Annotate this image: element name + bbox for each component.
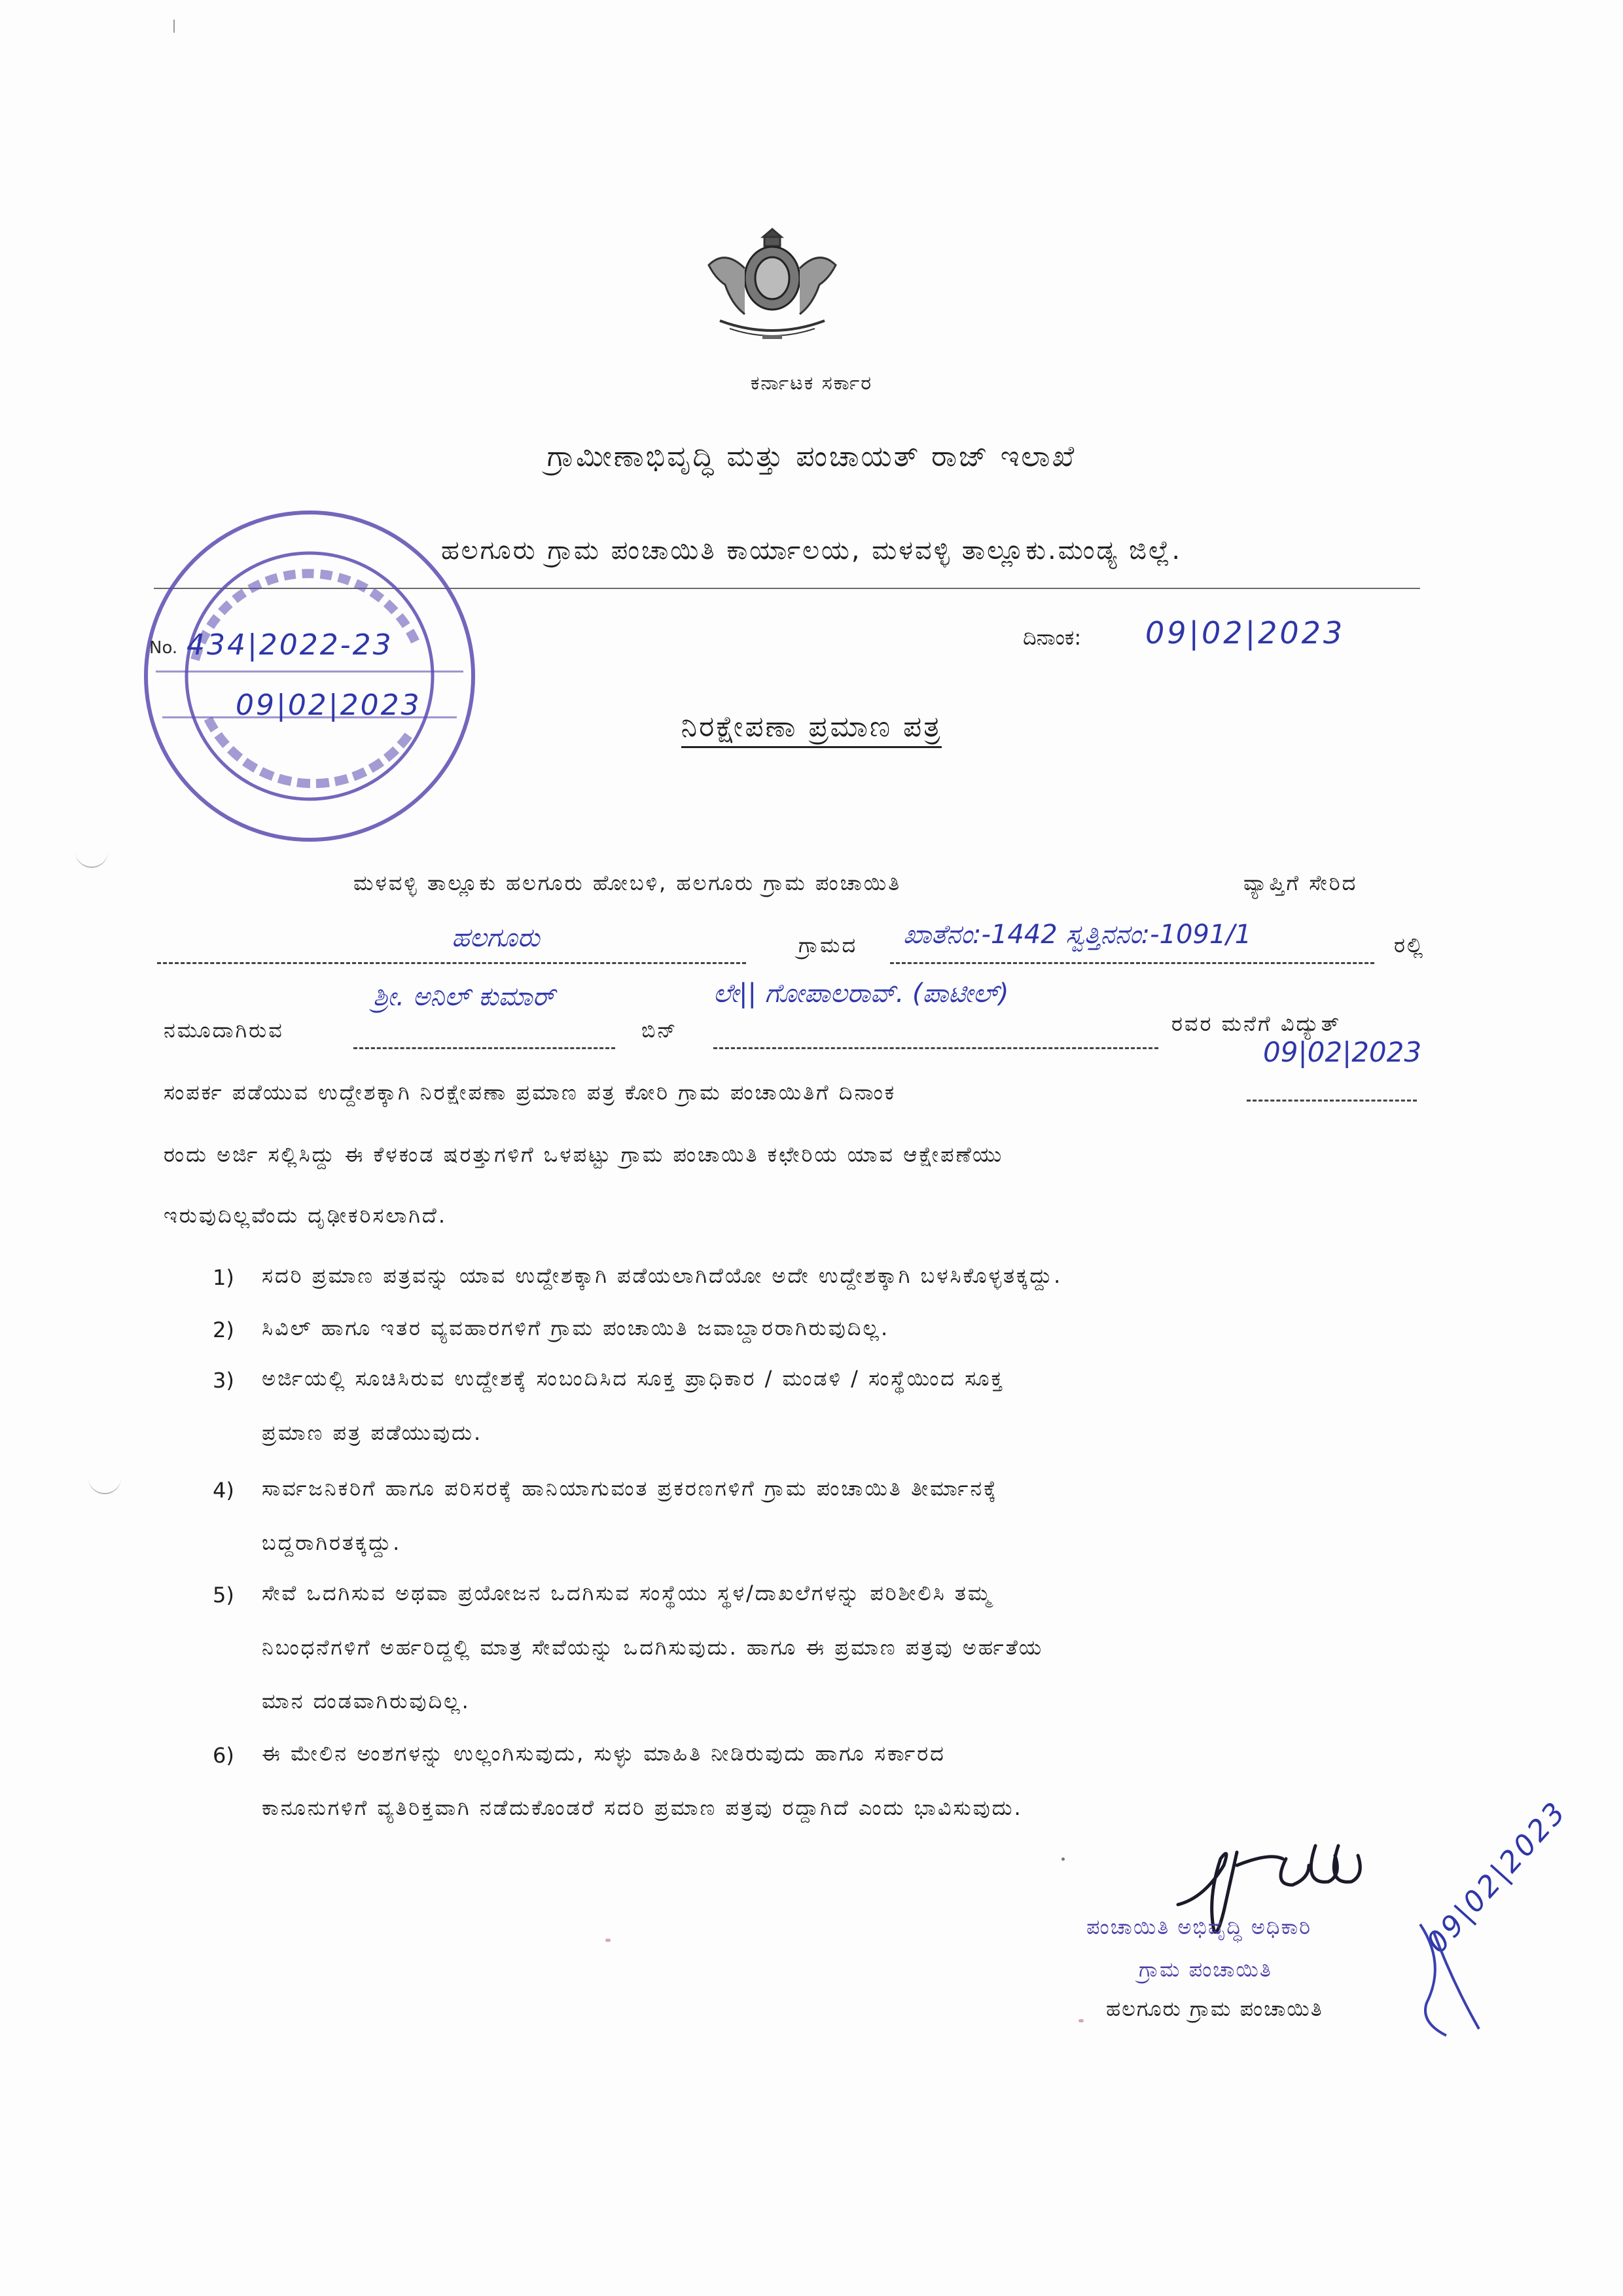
condition-number: 4) [213,1478,234,1503]
signature-designation: ಪಂಚಾಯಿತಿ ಅಭಿವೃದ್ಧಿ ಅಧಿಕಾರಿ [1086,1914,1312,1939]
village-suffix: ಗ್ರಾಮದ [798,933,858,958]
condition-number: 1) [213,1265,234,1290]
reference-number: 434|2022-23 [187,628,393,662]
condition-number: 3) [213,1368,234,1393]
condition-number: 2) [213,1318,234,1342]
condition-text: ಸಿವಿಲ್ ಹಾಗೂ ಇತರ ವ್ಯವಹಾರಗಳಿಗೆ ಗ್ರಾಮ ಪಂಚಾಯಿತಿ ಜವಾಬ್ದಾರರಾಗಿರುವುದಿಲ್ಲ. [262,1316,890,1340]
condition-text: ಸಾರ್ವಜನಿಕರಿಗೆ ಹಾಗೂ ಪರಿಸರಕ್ಕೆ ಹಾನಿಯಾಗುವಂತ ಪ್ರಕರಣಗಳಿಗೆ ಗ್ರಾಮ ಪಂಚಾಯಿತಿ ತೀರ್ಮಾನಕ್ಕೆ [262,1476,998,1501]
body-line-3-end: ರವರ ಮನೆಗೆ ವಿದ್ಯುತ್ [1171,1011,1342,1036]
blank-property [890,962,1374,964]
ink-speck [1079,2019,1084,2022]
property-suffix: ರಲ್ಲಿ [1394,933,1425,958]
office-address: ಹಲಗೂರು ಗ್ರಾಮ ಪಂಚಾಯಿತಿ ಕಾರ್ಯಾಲಯ, ಮಳವಳ್ಳಿ ತಾಲ್ಲೂಕು.ಮಂಡ್ಯ ಜಿಲ್ಲೆ. [440,535,1183,565]
body-line-6: ಇರುವುದಿಲ್ಲವೆಂದು ದೃಢೀಕರಿಸಲಾಗಿದೆ. [164,1203,448,1228]
condition-text: ಸದರಿ ಪ್ರಮಾಣ ಪತ್ರವನ್ನು ಯಾವ ಉದ್ದೇಶಕ್ಕಾಗಿ ಪಡೆಯಲಾಗಿದೆಯೋ ಅದೇ ಉದ್ದೇಶಕ್ಕಾಗಿ ಬಳಸಿಕೊಳ್ಳತಕ್ಕದ್ದು. [262,1263,1063,1288]
blank-village [157,962,746,964]
punch-hole-mark [88,1476,121,1494]
condition-text: ಸೇವೆ ಒದಗಿಸುವ ಅಥವಾ ಪ್ರಯೋಜನ ಒದಗಿಸುವ ಸಂಸ್ಥೆಯು ಸ್ಥಳ/ದಾಖಲೆಗಳನ್ನು ಪರಿಶೀಲಿಸಿ ತಮ್ಮ [262,1581,993,1605]
ink-speck [1061,1857,1065,1861]
government-name: ಕರ್ನಾಟಕ ಸರ್ಕಾರ [750,372,873,395]
signature-office: ಹಲಗೂರು ಗ್ರಾಮ ಪಂಚಾಯಿತಿ [1106,1996,1323,2021]
punch-hole-mark [75,850,108,868]
father-label: ಬಿನ್ [641,1018,678,1043]
condition-text: ಅರ್ಜಿಯಲ್ಲಿ ಸೂಚಿಸಿರುವ ಉದ್ದೇಶಕ್ಕೆ ಸಂಬಂದಿಸಿದ ಸೂಕ್ತ ಪ್ರಾಧಿಕಾರ / ಮಂಡಳಿ / ಸಂಸ್ಥೆಯಿಂದ ಸೂಕ್ತ [262,1366,1005,1391]
body-line-1-end: ವ್ಯಾಪ್ತಿಗೆ ಸೇರಿದ [1243,870,1358,895]
date-label: ದಿನಾಂಕ: [1023,625,1082,650]
stamp-date: 09|02|2023 [236,689,421,722]
condition-text: ಮಾನ ದಂಡವಾಗಿರುವುದಿಲ್ಲ. [262,1689,471,1713]
issue-date: 09|02|2023 [1145,615,1346,651]
blank-father [713,1047,1158,1049]
condition-number: 5) [213,1583,234,1607]
condition-text: ಈ ಮೇಲಿನ ಅಂಶಗಳನ್ನು ಉಲ್ಲಂಗಿಸುವುದು, ಸುಳ್ಳು ಮಾಹಿತಿ ನೀಡಿರುವುದು ಹಾಗೂ ಸರ್ಕಾರದ [262,1741,946,1766]
blank-owner [353,1047,615,1049]
body-line-5: ರಂದು ಅರ್ಜಿ ಸಲ್ಲಿಸಿದ್ದು ಈ ಕೆಳಕಂಡ ಷರತ್ತುಗಳಿಗೆ ಒಳಪಟ್ಟು ಗ್ರಾಮ ಪಂಚಾಯಿತಿ ಕಛೇರಿಯ ಯಾವ ಆಕ್ಷೇಪಣೆಯು [164,1142,1004,1167]
father-name: ಲೇ|| ಗೋಪಾಲರಾವ್. (ಪಾಟೀಲ್) [713,978,1009,1009]
condition-text: ಕಾನೂನುಗಳಿಗೆ ವ್ಯತಿರಿಕ್ತವಾಗಿ ನಡೆದುಕೊಂಡರೆ ಸದರಿ ಪ್ರಮಾಣ ಪತ್ರವು ರದ್ದಾಗಿದೆ ಎಂದು ಭಾವಿಸುವುದು. [262,1795,1023,1820]
application-date: 09|02|2023 [1263,1036,1422,1068]
signature-panchayat: ಗ್ರಾಮ ಪಂಚಾಯಿತಿ [1139,1957,1272,1982]
property-number: ಖಾತೆನಂ:-1442 ಸ್ವತ್ತಿನನಂ:-1091/1 [903,920,1252,950]
owner-name: ಶ್ರೀ. ಅನಿಲ್ ಕುಮಾರ್ [373,982,555,1012]
stamp-number-label: No. [149,638,178,658]
signature-date: 09|02|2023 [1420,1794,1574,1960]
village-name: ಹಲಗೂರು [452,923,540,953]
signature-flourish [1407,1911,1512,2042]
office-seal-stamp [136,503,483,850]
certificate-title: ನಿರಕ್ಷೇಪಣಾ ಪ್ರಮಾಣ ಪತ್ರ [0,710,1623,744]
condition-number: 6) [213,1743,234,1768]
state-emblem-icon [694,216,851,347]
condition-text: ಬದ್ದರಾಗಿರತಕ್ಕದ್ದು. [262,1530,402,1555]
scan-mark [173,20,175,33]
condition-text: ನಿಬಂಧನೆಗಳಿಗೆ ಅರ್ಹರಿದ್ದಲ್ಲಿ ಮಾತ್ರ ಸೇವೆಯನ್ನು ಒದಗಿಸುವುದು. ಹಾಗೂ ಈ ಪ್ರಮಾಣ ಪತ್ರವು ಅರ್ಹತೆಯ [262,1635,1044,1660]
ink-speck [605,1939,611,1942]
condition-text: ಪ್ರಮಾಣ ಪತ್ರ ಪಡೆಯುವುದು. [262,1420,483,1445]
department-name: ಗ್ರಾಮೀಣಾಭಿವೃದ್ಧಿ ಮತ್ತು ಪಂಚಾಯತ್ ರಾಜ್ ಇಲಾಖೆ [546,440,1077,473]
body-line-1: ಮಳವಳ್ಳಿ ತಾಲ್ಲೂಕು ಹಲಗೂರು ಹೋಬಳಿ, ಹಲಗೂರು ಗ್ರಾಮ ಪಂಚಾಯಿತಿ [353,870,902,895]
owner-label: ನಮೂದಾಗಿರುವ [164,1018,284,1043]
blank-application-date [1247,1100,1417,1102]
body-line-4: ಸಂಪರ್ಕ ಪಡೆಯುವ ಉದ್ದೇಶಕ್ಕಾಗಿ ನಿರಕ್ಷೇಪಣಾ ಪ್ರಮಾಣ ಪತ್ರ ಕೋರಿ ಗ್ರಾಮ ಪಂಚಾಯಿತಿಗೆ ದಿನಾಂಕ [164,1080,897,1105]
